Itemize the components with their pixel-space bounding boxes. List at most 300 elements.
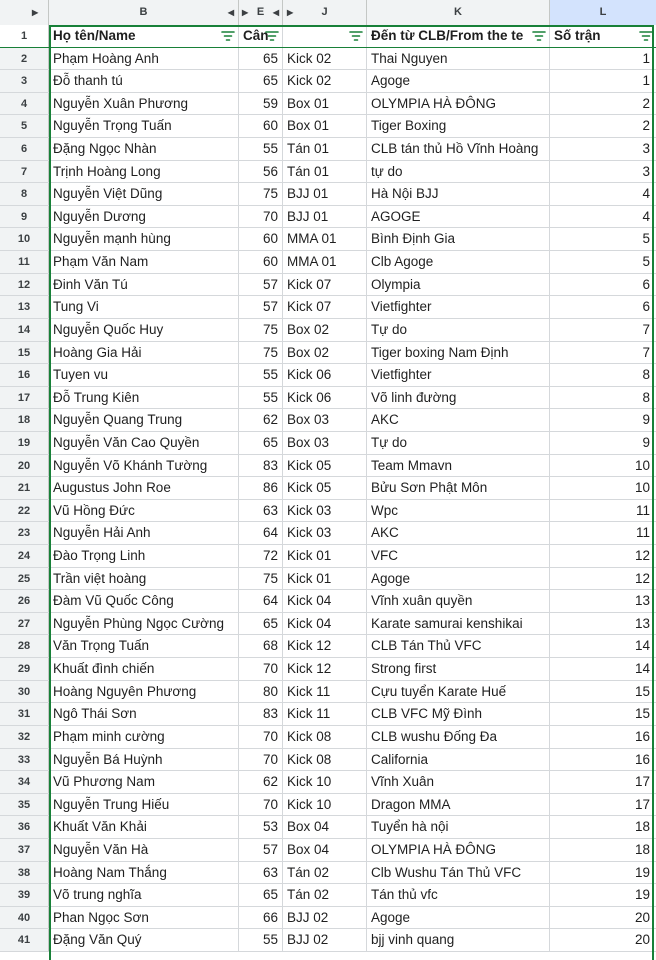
- filter-icon[interactable]: [221, 30, 235, 42]
- cell-weight[interactable]: 70: [239, 794, 283, 816]
- cell-bouts[interactable]: 19: [634, 887, 650, 903]
- table-row: [0, 477, 656, 500]
- cell-club[interactable]: Team Mmavn: [367, 455, 550, 477]
- cell-match[interactable]: Tán 01: [283, 138, 367, 160]
- table-row: [0, 703, 656, 726]
- cell-club[interactable]: California: [367, 749, 550, 771]
- cell-weight[interactable]: 65: [239, 432, 283, 454]
- row-number[interactable]: 20: [0, 455, 49, 477]
- cell-bouts[interactable]: 3: [642, 141, 650, 157]
- cell-weight[interactable]: 83: [239, 455, 283, 477]
- row-number[interactable]: 12: [0, 274, 49, 296]
- cell-bouts[interactable]: 4: [642, 186, 650, 202]
- table-row: [0, 274, 656, 297]
- table-row: [0, 206, 656, 229]
- cell-weight[interactable]: 70: [239, 726, 283, 748]
- table-row: [0, 545, 656, 568]
- cell-name[interactable]: Phan Ngọc Sơn: [49, 907, 239, 929]
- row-number[interactable]: 25: [0, 568, 49, 590]
- cell-name[interactable]: Nguyễn Trọng Tuấn: [49, 115, 239, 137]
- arrow-left-icon[interactable]: ◀: [272, 8, 279, 17]
- cell-match[interactable]: Kick 08: [283, 726, 367, 748]
- cell-weight[interactable]: 62: [239, 409, 283, 431]
- cell-match[interactable]: Kick 04: [283, 613, 367, 635]
- cell-match[interactable]: Kick 11: [283, 703, 367, 725]
- cell-match[interactable]: Kick 03: [283, 500, 367, 522]
- cell-club[interactable]: Karate samurai kenshikai: [367, 613, 550, 635]
- cell-match[interactable]: Kick 02: [283, 48, 367, 70]
- column-header-j[interactable]: J ▶: [283, 0, 367, 25]
- cell-club[interactable]: CLB VFC Mỹ Đình: [367, 703, 550, 725]
- table-row: [0, 93, 656, 116]
- cell-bouts[interactable]: 5: [642, 231, 650, 247]
- cell-match[interactable]: Kick 11: [283, 681, 367, 703]
- row-number[interactable]: 29: [0, 658, 49, 680]
- cell-bouts[interactable]: 15: [634, 683, 650, 699]
- cell-bouts[interactable]: 13: [634, 615, 650, 631]
- cell-bouts[interactable]: 6: [642, 299, 650, 315]
- cell-match[interactable]: MMA 01: [283, 251, 367, 273]
- table-row: [0, 794, 656, 817]
- cell-match[interactable]: Kick 01: [283, 568, 367, 590]
- cell-name[interactable]: Augustus John Roe: [49, 477, 239, 499]
- cell-match[interactable]: Kick 03: [283, 522, 367, 544]
- cell-bouts[interactable]: 14: [634, 661, 650, 677]
- cell-name[interactable]: Trịnh Hoàng Long: [49, 161, 239, 183]
- row-number[interactable]: 32: [0, 726, 49, 748]
- cell-name[interactable]: Tuyen vu: [49, 364, 239, 386]
- row-number[interactable]: 1: [0, 25, 49, 47]
- cell-bouts[interactable]: 17: [634, 796, 650, 812]
- table-row: [0, 364, 656, 387]
- cell-bouts[interactable]: 13: [634, 593, 650, 609]
- cell-bouts[interactable]: 4: [642, 208, 650, 224]
- table-row: [0, 183, 656, 206]
- cell-club[interactable]: Agoge: [367, 568, 550, 590]
- cell-name[interactable]: Nguyễn Xuân Phương: [49, 93, 239, 115]
- row-number[interactable]: 18: [0, 409, 49, 431]
- row-number[interactable]: 19: [0, 432, 49, 454]
- row-number[interactable]: 13: [0, 296, 49, 318]
- cell-bouts[interactable]: 18: [634, 841, 650, 857]
- cell-bouts[interactable]: 1: [642, 50, 650, 66]
- arrow-left-icon[interactable]: ◀: [227, 8, 234, 17]
- cell-match[interactable]: BJJ 02: [283, 929, 367, 951]
- cell-bouts[interactable]: 9: [642, 412, 650, 428]
- cell-name[interactable]: Đặng Văn Quý: [49, 929, 239, 951]
- cell-weight[interactable]: 59: [239, 93, 283, 115]
- cell-bouts[interactable]: 7: [642, 344, 650, 360]
- row-number[interactable]: 2: [0, 48, 49, 70]
- cell-bouts[interactable]: 9: [642, 434, 650, 450]
- row-number[interactable]: 41: [0, 929, 49, 951]
- table-row: [0, 816, 656, 839]
- row-number[interactable]: 34: [0, 771, 49, 793]
- header-cell-match[interactable]: [283, 25, 367, 47]
- cell-name[interactable]: Trần việt hoàng: [49, 568, 239, 590]
- cell-match[interactable]: Kick 04: [283, 590, 367, 612]
- row-number[interactable]: 37: [0, 839, 49, 861]
- cell-name[interactable]: Nguyễn Phùng Ngọc Cường: [49, 613, 239, 635]
- table-row: [0, 455, 656, 478]
- select-all-corner[interactable]: [0, 0, 49, 25]
- row-number[interactable]: 11: [0, 251, 49, 273]
- cell-weight[interactable]: 75: [239, 342, 283, 364]
- row-number[interactable]: 8: [0, 183, 49, 205]
- table-row: [0, 771, 656, 794]
- cell-name[interactable]: Đàm Vũ Quốc Công: [49, 590, 239, 612]
- cell-weight[interactable]: 62: [239, 771, 283, 793]
- filter-icon[interactable]: [532, 30, 546, 42]
- cell-name[interactable]: Nguyễn Văn Hà: [49, 839, 239, 861]
- cell-bouts[interactable]: 11: [635, 525, 650, 541]
- row-number[interactable]: 31: [0, 703, 49, 725]
- cell-name[interactable]: Đinh Văn Tú: [49, 274, 239, 296]
- cell-match[interactable]: Box 02: [283, 319, 367, 341]
- cell-match[interactable]: BJJ 01: [283, 206, 367, 228]
- cell-bouts[interactable]: 18: [634, 819, 650, 835]
- cell-club[interactable]: Tự do: [367, 432, 550, 454]
- row-number[interactable]: 39: [0, 884, 49, 906]
- row-number[interactable]: 14: [0, 319, 49, 341]
- row-number[interactable]: 28: [0, 635, 49, 657]
- cell-club[interactable]: Hà Nội BJJ: [367, 183, 550, 205]
- cell-weight[interactable]: 68: [239, 635, 283, 657]
- cell-weight[interactable]: 75: [239, 568, 283, 590]
- row-number[interactable]: 33: [0, 749, 49, 771]
- cell-weight[interactable]: 60: [239, 251, 283, 273]
- table-row: [0, 387, 656, 410]
- cell-bouts[interactable]: 2: [642, 95, 650, 111]
- row-number[interactable]: 5: [0, 115, 49, 137]
- cell-club[interactable]: Vĩnh xuân quyền: [367, 590, 550, 612]
- row-number[interactable]: 10: [0, 228, 49, 250]
- cell-bouts[interactable]: 7: [642, 321, 650, 337]
- cell-name[interactable]: Nguyễn Bá Huỳnh: [49, 749, 239, 771]
- cell-name[interactable]: Hoàng Nam Thắng: [49, 862, 239, 884]
- cell-weight[interactable]: 60: [239, 228, 283, 250]
- row-number[interactable]: 22: [0, 500, 49, 522]
- cell-bouts[interactable]: 8: [642, 389, 650, 405]
- cell-match[interactable]: Kick 12: [283, 658, 367, 680]
- cell-match[interactable]: Box 04: [283, 816, 367, 838]
- cell-name[interactable]: Hoàng Gia Hải: [49, 342, 239, 364]
- cell-club[interactable]: AKC: [367, 409, 550, 431]
- cell-club[interactable]: Võ linh đường: [367, 387, 550, 409]
- cell-name[interactable]: Hoàng Nguyên Phương: [49, 681, 239, 703]
- table-row: [0, 658, 656, 681]
- cell-weight[interactable]: 70: [239, 206, 283, 228]
- row-number[interactable]: 36: [0, 816, 49, 838]
- cell-weight[interactable]: 63: [239, 862, 283, 884]
- row-number[interactable]: 3: [0, 70, 49, 92]
- table-row: [0, 839, 656, 862]
- cell-club[interactable]: Agoge: [367, 907, 550, 929]
- cell-weight[interactable]: 57: [239, 839, 283, 861]
- cell-club[interactable]: Clb Wushu Tán Thủ VFC: [367, 862, 550, 884]
- cell-bouts[interactable]: 10: [634, 480, 650, 496]
- column-header-k[interactable]: K: [367, 0, 550, 25]
- row-number[interactable]: 6: [0, 138, 49, 160]
- cell-club[interactable]: Tự do: [367, 319, 550, 341]
- cell-name[interactable]: Đỗ thanh tú: [49, 70, 239, 92]
- table-row: [0, 522, 656, 545]
- cell-match[interactable]: Kick 01: [283, 545, 367, 567]
- cell-match[interactable]: Kick 10: [283, 794, 367, 816]
- row-number[interactable]: 15: [0, 342, 49, 364]
- cell-match[interactable]: Tán 02: [283, 884, 367, 906]
- table-row: [0, 70, 656, 93]
- cell-name[interactable]: Phạm minh cường: [49, 726, 239, 748]
- row-number[interactable]: 21: [0, 477, 49, 499]
- cell-weight[interactable]: 72: [239, 545, 283, 567]
- column-header-e[interactable]: E ▶ ◀: [239, 0, 283, 25]
- cell-weight[interactable]: 65: [239, 70, 283, 92]
- cell-club[interactable]: Wpc: [367, 500, 550, 522]
- cell-bouts[interactable]: 19: [634, 864, 650, 880]
- cell-weight[interactable]: 57: [239, 296, 283, 318]
- cell-club[interactable]: Bửu Sơn Phật Môn: [367, 477, 550, 499]
- row-number[interactable]: 26: [0, 590, 49, 612]
- cell-name[interactable]: Đặng Ngọc Nhàn: [49, 138, 239, 160]
- cell-match[interactable]: Tán 01: [283, 161, 367, 183]
- cell-club[interactable]: Agoge: [367, 70, 550, 92]
- cell-bouts[interactable]: 8: [642, 367, 650, 383]
- cell-weight[interactable]: 64: [239, 590, 283, 612]
- table-row: [0, 884, 656, 907]
- table-row: [0, 161, 656, 184]
- cell-name[interactable]: Khuất Văn Khải: [49, 816, 239, 838]
- row-number[interactable]: 27: [0, 613, 49, 635]
- table-row: [0, 726, 656, 749]
- cell-club[interactable]: CLB Tán Thủ VFC: [367, 635, 550, 657]
- cell-weight[interactable]: 56: [239, 161, 283, 183]
- cell-bouts[interactable]: 14: [634, 638, 650, 654]
- cell-club[interactable]: CLB tán thủ Hồ Vĩnh Hoàng: [367, 138, 550, 160]
- table-row: [0, 681, 656, 704]
- cell-club[interactable]: Cựu tuyển Karate Huế: [367, 681, 550, 703]
- cell-match[interactable]: Box 02: [283, 342, 367, 364]
- cell-match[interactable]: Kick 07: [283, 274, 367, 296]
- cell-weight[interactable]: 65: [239, 48, 283, 70]
- cell-club[interactable]: bjj vinh quang: [367, 929, 550, 951]
- cell-weight[interactable]: 53: [239, 816, 283, 838]
- cell-match[interactable]: Box 03: [283, 409, 367, 431]
- header-cell-bouts[interactable]: Số trận: [550, 25, 656, 47]
- cell-name[interactable]: Vũ Hồng Đức: [49, 500, 239, 522]
- table-row: [0, 613, 656, 636]
- filter-icon[interactable]: [639, 30, 653, 42]
- column-header-b[interactable]: B ◀: [49, 0, 239, 25]
- table-row: [0, 500, 656, 523]
- cell-bouts[interactable]: 11: [635, 502, 650, 518]
- row-number[interactable]: 4: [0, 93, 49, 115]
- cell-club[interactable]: Dragon MMA: [367, 794, 550, 816]
- cell-bouts[interactable]: 2: [642, 118, 650, 134]
- cell-club[interactable]: Vĩnh Xuân: [367, 771, 550, 793]
- cell-weight[interactable]: 75: [239, 319, 283, 341]
- header-row: [0, 25, 656, 48]
- cell-match[interactable]: MMA 01: [283, 228, 367, 250]
- cell-match[interactable]: Kick 05: [283, 455, 367, 477]
- cell-name[interactable]: Phạm Hoàng Anh: [49, 48, 239, 70]
- cell-weight[interactable]: 55: [239, 138, 283, 160]
- row-number[interactable]: 23: [0, 522, 49, 544]
- cell-weight[interactable]: 55: [239, 929, 283, 951]
- cell-name[interactable]: Vũ Phương Nam: [49, 771, 239, 793]
- table-row: [0, 635, 656, 658]
- cell-bouts[interactable]: 12: [634, 548, 650, 564]
- row-number[interactable]: 16: [0, 364, 49, 386]
- cell-weight[interactable]: 65: [239, 613, 283, 635]
- cell-weight[interactable]: 63: [239, 500, 283, 522]
- row-number[interactable]: 17: [0, 387, 49, 409]
- cell-name[interactable]: Văn Trọng Tuấn: [49, 635, 239, 657]
- cell-match[interactable]: Box 01: [283, 93, 367, 115]
- cell-club[interactable]: Bình Định Gia: [367, 228, 550, 250]
- cell-match[interactable]: Kick 07: [283, 296, 367, 318]
- cell-weight[interactable]: 64: [239, 522, 283, 544]
- cell-club[interactable]: Thai Nguyen: [367, 48, 550, 70]
- cell-name[interactable]: Nguyễn Quang Trung: [49, 409, 239, 431]
- cell-bouts[interactable]: 16: [634, 728, 650, 744]
- cell-match[interactable]: Box 03: [283, 432, 367, 454]
- cell-club[interactable]: Tiger Boxing: [367, 115, 550, 137]
- cell-club[interactable]: Vietfighter: [367, 296, 550, 318]
- cell-match[interactable]: Kick 12: [283, 635, 367, 657]
- cell-match[interactable]: Box 01: [283, 115, 367, 137]
- cell-weight[interactable]: 80: [239, 681, 283, 703]
- cell-weight[interactable]: 55: [239, 364, 283, 386]
- filter-icon[interactable]: [349, 30, 363, 42]
- header-cell-name[interactable]: Họ tên/Name: [49, 25, 239, 47]
- cell-club[interactable]: tự do: [367, 161, 550, 183]
- cell-name[interactable]: Nguyễn Việt Dũng: [49, 183, 239, 205]
- row-number[interactable]: 40: [0, 907, 49, 929]
- cell-bouts[interactable]: 12: [634, 570, 650, 586]
- table-row: [0, 409, 656, 432]
- cell-name[interactable]: Nguyễn Văn Cao Quyền: [49, 432, 239, 454]
- cell-weight[interactable]: 65: [239, 884, 283, 906]
- cell-bouts[interactable]: 3: [642, 163, 650, 179]
- cell-match[interactable]: Kick 02: [283, 70, 367, 92]
- column-header-bar: [0, 0, 656, 26]
- cell-weight[interactable]: 70: [239, 658, 283, 680]
- cell-match[interactable]: Kick 06: [283, 364, 367, 386]
- row-number[interactable]: 38: [0, 862, 49, 884]
- cell-weight[interactable]: 86: [239, 477, 283, 499]
- cell-club[interactable]: Clb Agoge: [367, 251, 550, 273]
- table-row: [0, 228, 656, 251]
- cell-name[interactable]: Phạm Văn Nam: [49, 251, 239, 273]
- cell-name[interactable]: Đào Trọng Linh: [49, 545, 239, 567]
- cell-weight[interactable]: 66: [239, 907, 283, 929]
- table-row: [0, 590, 656, 613]
- cell-club[interactable]: Tiger boxing Nam Định: [367, 342, 550, 364]
- cell-name[interactable]: Nguyễn Quốc Huy: [49, 319, 239, 341]
- cell-club[interactable]: AGOGE: [367, 206, 550, 228]
- cell-weight[interactable]: 75: [239, 183, 283, 205]
- table-row: [0, 138, 656, 161]
- cell-weight[interactable]: 70: [239, 749, 283, 771]
- header-cell-weight[interactable]: Cân: [239, 25, 283, 47]
- table-row: [0, 342, 656, 365]
- cell-name[interactable]: Ngô Thái Sơn: [49, 703, 239, 725]
- cell-bouts[interactable]: 10: [634, 457, 650, 473]
- cell-name[interactable]: Nguyễn mạnh hùng: [49, 228, 239, 250]
- arrow-right-icon[interactable]: ▶: [242, 8, 249, 17]
- cell-bouts[interactable]: 20: [634, 932, 650, 948]
- table-row: [0, 907, 656, 930]
- cell-club[interactable]: Olympia: [367, 274, 550, 296]
- table-row: [0, 319, 656, 342]
- cell-club[interactable]: OLYMPIA HÀ ĐÔNG: [367, 839, 550, 861]
- cell-bouts[interactable]: 5: [642, 254, 650, 270]
- row-number[interactable]: 30: [0, 681, 49, 703]
- row-number[interactable]: 9: [0, 206, 49, 228]
- row-number[interactable]: 35: [0, 794, 49, 816]
- table-row: [0, 48, 656, 71]
- filter-icon[interactable]: [265, 30, 279, 42]
- cell-name[interactable]: Nguyễn Trung Hiếu: [49, 794, 239, 816]
- cell-weight[interactable]: 55: [239, 387, 283, 409]
- row-number[interactable]: 7: [0, 161, 49, 183]
- cell-weight[interactable]: 60: [239, 115, 283, 137]
- cell-match[interactable]: Kick 08: [283, 749, 367, 771]
- cell-name[interactable]: Tung Vi: [49, 296, 239, 318]
- cell-match[interactable]: Tán 02: [283, 862, 367, 884]
- table-row: [0, 749, 656, 772]
- cell-bouts[interactable]: 1: [642, 73, 650, 89]
- cell-club[interactable]: Vietfighter: [367, 364, 550, 386]
- row-number[interactable]: 24: [0, 545, 49, 567]
- cell-club[interactable]: Strong first: [367, 658, 550, 680]
- arrow-right-icon[interactable]: ▶: [287, 8, 294, 17]
- cell-club[interactable]: OLYMPIA HÀ ĐÔNG: [367, 93, 550, 115]
- cell-club[interactable]: AKC: [367, 522, 550, 544]
- cell-weight[interactable]: 83: [239, 703, 283, 725]
- cell-name[interactable]: Đỗ Trung Kiên: [49, 387, 239, 409]
- cell-name[interactable]: Nguyễn Võ Khánh Tường: [49, 455, 239, 477]
- cell-name[interactable]: Nguyễn Dương: [49, 206, 239, 228]
- header-cell-club[interactable]: Đến từ CLB/From the te: [367, 25, 550, 47]
- cell-name[interactable]: Võ trung nghĩa: [49, 884, 239, 906]
- cell-club[interactable]: VFC: [367, 545, 550, 567]
- cell-weight[interactable]: 57: [239, 274, 283, 296]
- cell-bouts[interactable]: 16: [634, 751, 650, 767]
- cell-name[interactable]: Nguyễn Hải Anh: [49, 522, 239, 544]
- cell-match[interactable]: Kick 05: [283, 477, 367, 499]
- cell-bouts[interactable]: 20: [634, 909, 650, 925]
- cell-match[interactable]: BJJ 01: [283, 183, 367, 205]
- cell-match[interactable]: Kick 10: [283, 771, 367, 793]
- cell-bouts[interactable]: 6: [642, 276, 650, 292]
- table-row: [0, 862, 656, 885]
- cell-bouts[interactable]: 15: [634, 706, 650, 722]
- table-row: [0, 251, 656, 274]
- cell-club[interactable]: Tuyển hà nội: [367, 816, 550, 838]
- cell-name[interactable]: Khuất đình chiến: [49, 658, 239, 680]
- cell-match[interactable]: Kick 06: [283, 387, 367, 409]
- cell-bouts[interactable]: 17: [634, 774, 650, 790]
- arrow-right-icon[interactable]: ▶: [32, 8, 39, 17]
- cell-match[interactable]: BJJ 02: [283, 907, 367, 929]
- column-header-l[interactable]: L: [550, 0, 656, 25]
- table-row: [0, 296, 656, 319]
- cell-match[interactable]: Box 04: [283, 839, 367, 861]
- cell-club[interactable]: Tán thủ vfc: [367, 884, 550, 906]
- cell-club[interactable]: CLB wushu Đống Đa: [367, 726, 550, 748]
